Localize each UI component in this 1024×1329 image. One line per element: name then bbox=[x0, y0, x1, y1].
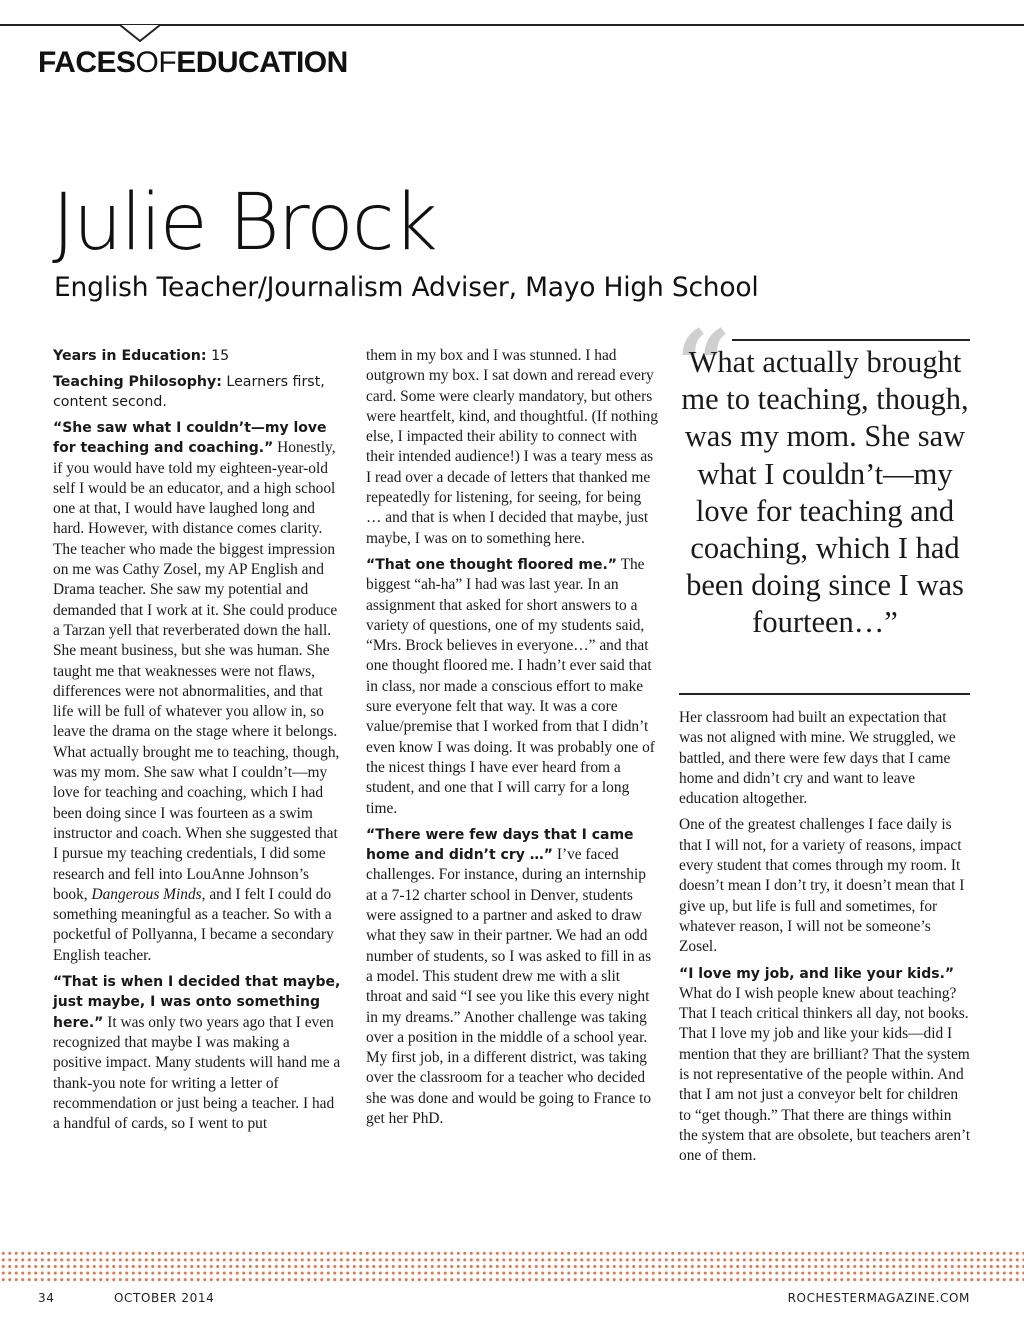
paragraph-text: I’ve faced challenges. For instance, during an internship at a 7-12 charter school in Denver, students were assigned to a partner and asked to draw what they saw in their partner. We had an odd number of students, so I was asked to fill in as a model. This student drew me with a slit throat and said “I see you like this every night in my dreams.” Another challenge was taking over a position in the middle of a school year. My first job, in a different district, was taking over the classroom for a teacher who decided she was done and would be going to France to get her PhD. bbox=[366, 846, 652, 1127]
paragraph-text: What do I wish people knew about teaching? That I teach critical thinkers all day, not books. That I love my job and like your kids—did I mention that they are brilliant? That the system is not representative of the people within. And that I am not just a conveyor belt for children to “get though.” That there are things within the system that are obsolete, but teachers aren’t one of them. bbox=[679, 984, 971, 1165]
article-paragraph-6 bbox=[679, 964, 971, 1167]
pull-quote: What actually brought me to teaching, though, was my mom. She saw what I couldn’t—my love for teaching and coaching, which I had been doing since I was fourteen…” bbox=[681, 345, 969, 640]
years-in-education bbox=[53, 346, 341, 366]
issue-date: OCTOBER 2014 bbox=[114, 1291, 215, 1305]
pull-quote-bottom-rule bbox=[679, 693, 970, 695]
years-label: Years in Education: bbox=[53, 348, 207, 364]
paragraph-text: , and I felt I could do something meaningful as a teacher. So with a pocketful of Pollyanna, I became a secondary English teacher. bbox=[53, 885, 334, 964]
article-paragraph-2-cont: them in my box and I was stunned. I had outgrown my box. I sat down and reread every card. Some were clearly mandatory, but others were heartfelt, kind, and thoughtful. (If nothing else, I impacted their ability to connect with their intended audience!) I was a teary mess as I read over a decade of letters that thanked me repeatedly for listening, for seeing, for being … and that is when I decided that maybe, just maybe, I was on to something here. bbox=[366, 347, 658, 547]
profile-name: Julie Brock bbox=[52, 178, 436, 268]
quote-mark-icon: “ bbox=[676, 309, 732, 422]
website-link[interactable]: ROCHESTERMAGAZINE.COM bbox=[787, 1291, 970, 1305]
teaching-philosophy bbox=[53, 372, 341, 412]
article-paragraph-2 bbox=[53, 972, 341, 1134]
article-paragraph-5: One of the greatest challenges I face daily is that I will not, for a variety of reasons, impact every student that comes through my room. It doesn’t mean I don’t try, it doesn’t mean that I give up, but life is full and sometimes, for whatever reason, I will not be someone’s Zosel. bbox=[679, 816, 965, 956]
article-paragraph-4 bbox=[366, 825, 658, 1129]
header-education: EDUCATION bbox=[176, 46, 348, 79]
header-of: OF bbox=[135, 46, 177, 79]
paragraph-text: Honestly, if you would have told my eighteen-year-old self I would be an educator, and a high school one at that, I would have laughed long and hard. However, with distance comes clarity. The teacher who made the biggest impression on me was Cathy Zosel, my AP English and Drama teacher. She saw my potential and demanded that I work at it. She could produce a Tarzan yell that reverberated down the hall. She meant business, but she was human. She taught me that weaknesses were not flaws, differences were not abnormalities, and that life will be full of whatever you allow in, so leave the drama on the stage where it belongs. What actually brought me to teaching, though, was my mom. She saw what I couldn’t—my love for teaching and coaching, which I had been doing since I was fourteen as a swim instructor and coach. When she suggested that I pursue my teaching credentials, I did some research and fell into LouAnne Johnson’s book, bbox=[53, 439, 340, 903]
pull-quote-top-rule bbox=[732, 339, 970, 341]
lead-in-2: “That is when I decided that maybe, just maybe, I was onto something here.” bbox=[53, 974, 341, 1031]
years-value: 15 bbox=[211, 348, 230, 364]
paragraph-text: The biggest “ah-ha” I had was last year. In an assignment that asked for short answers to a variety of questions, one of my students said, “Mrs. Brock believes in everyone…” and that one thought floored me. I hadn’t ever said that in class, nor made a conscious effort to make sure everyone felt that way. It was a core value/premise that I worked from that I didn’t even know I was doing. It was probably one of the nicest things I have ever heard from a student, and one that I will carry for a long time. bbox=[366, 555, 655, 817]
lead-in-4: “There were few days that I came home and didn’t cry …” bbox=[366, 826, 634, 864]
column-1 bbox=[53, 346, 341, 1140]
column-3 bbox=[679, 708, 971, 1173]
lead-in-1: “She saw what I couldn’t—my love for teaching and coaching.” bbox=[53, 420, 327, 457]
lead-in-3: “That one thought floored me.” bbox=[366, 556, 617, 573]
top-notch bbox=[120, 24, 160, 44]
philosophy-value: Learners first, content second. bbox=[53, 374, 325, 410]
article-paragraph-3 bbox=[366, 555, 658, 819]
book-title: Dangerous Minds bbox=[91, 885, 202, 903]
article-paragraph-1 bbox=[53, 418, 341, 966]
paragraph-text: It was only two years ago that I even recognized that maybe I was making a positive impact. Many students will hand me a thank-you note for writing a letter of recommendation or just being a teacher. I had a handful of cards, so I went to put bbox=[53, 1013, 341, 1133]
page-number: 34 bbox=[38, 1291, 55, 1305]
article-paragraph-4-cont: Her classroom had built an expectation that was not aligned with mine. We struggled, we battled, and there were few days that I came home and didn’t cry and want to leave education altogether. bbox=[679, 709, 956, 808]
dotted-footer-band bbox=[0, 1250, 1024, 1284]
philosophy-label: Teaching Philosophy: bbox=[53, 374, 222, 390]
column-2 bbox=[366, 346, 658, 1135]
lead-in-6: “I love my job, and like your kids.” bbox=[679, 965, 955, 982]
section-header bbox=[38, 46, 348, 80]
profile-role: English Teacher/Journalism Adviser, Mayo High School bbox=[54, 272, 759, 303]
header-faces: FACES bbox=[38, 46, 136, 79]
